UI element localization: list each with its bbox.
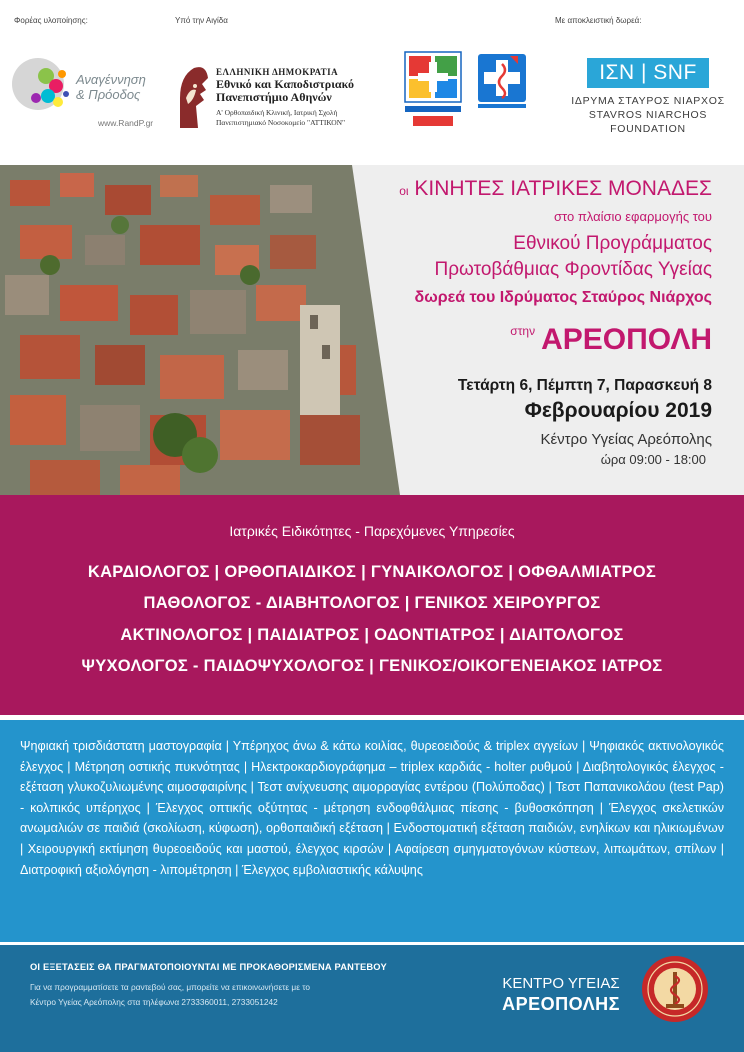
hero-line3: Εθνικού Προγράμματος (513, 233, 712, 254)
health-center-line2: ΑΡΕΟΠΟΛΗΣ (502, 994, 620, 1014)
randp-name-line1: Αναγέννηση (76, 72, 146, 87)
contact-line1: Για να προγραμματίσετε τα ραντεβού σας, μπορείτε να επικοινωνήσετε με το (30, 982, 310, 992)
contact-line2: Κέντρο Υγείας Αρεόπολης στα τηλέφωνα 2733360011, 2733051242 (30, 997, 278, 1007)
university-line1: ΕΛΛΗΝΙΚΗ ΔΗΜΟΚΡΑΤΙΑ (216, 67, 339, 77)
event-month: Φεβρουαρίου 2019 (524, 399, 712, 422)
health-center-line1: ΚΕΝΤΡΟ ΥΓΕΙΑΣ (502, 975, 620, 992)
hero-line2: στο πλαίσιο εφαρμογής του (554, 209, 712, 224)
sponsor-strip (0, 0, 744, 165)
randp-url: www.RandP.gr (98, 118, 154, 128)
event-days: Τετάρτη 6, Πέμπτη 7, Παρασκευή 8 (457, 377, 712, 394)
hero-title-text: ΚΙΝΗΤΕΣ ΙΑΤΡΙΚΕΣ ΜΟΝΑΔΕΣ (414, 177, 712, 200)
medical-cross-logo-icon (474, 50, 530, 110)
university-line4: Α' Ορθοπαιδική Κλινική, Ιατρική Σχολή (216, 108, 338, 117)
university-line3: Πανεπιστήμιο Αθηνών (216, 90, 332, 104)
specialties-title: Ιατρικές Ειδικότητες - Παρεχόμενες Υπηρεσίες (229, 523, 515, 539)
specialties-line: ΑΚΤΙΝΟΛΟΓΟΣ | ΠΑΙΔΙΑΤΡΟΣ | ΟΔΟΝΤΙΑΤΡΟΣ | ΔΙΑΙΤΟΛΟΓΟΣ (120, 626, 624, 644)
hero-section (0, 165, 744, 495)
event-hours: ώρα 09:00 - 18:00 (600, 452, 706, 467)
snf-logo: ΙΣΝ | SNF (587, 58, 709, 88)
hero-line4: Πρωτοβάθμιας Φροντίδας Υγείας (434, 259, 712, 280)
donation-caption: Με αποκλειστική δωρεά: (555, 16, 642, 25)
randp-name (76, 72, 146, 102)
university-logo (172, 58, 397, 148)
footer (0, 945, 744, 1052)
specialties-line: ΠΑΘΟΛΟΓΟΣ - ΔΙΑΒΗΤΟΛΟΓΟΣ | ΓΕΝΙΚΟΣ ΧΕΙΡΟΥΡΓΟΣ (143, 594, 601, 612)
hero-donation: δωρεά του Ιδρύματος Σταύρος Νιάρχος (414, 289, 712, 306)
services-section (0, 720, 744, 942)
auspices-caption: Υπό την Αιγίδα (175, 16, 228, 25)
polyclinic-logo-icon (403, 50, 463, 130)
randp-name-line2: & Πρόοδος (76, 87, 141, 102)
snf-line2: STAVROS NIARCHOS (588, 109, 708, 121)
services-text: Ψηφιακή τρισδιάστατη μαστογραφία | Υπέρηχος άνω & κάτω κοιλίας, θυρεοειδούς & triplex αγγείων | Ψηφιακός ακτινολογικός έλεγχος | Μέτρηση οστικής πυκνότητας | Ηλεκτροκαρδιογράφημα – triplex καρδιάς - holter ρυθμού | Διαβητολογικός έλεγχος - εξέταση γλυκοζυλιωμένης αιμοσφαιρίνης | Τεστ ανίχνευσης αιμορραγίας εντέρου (Πολύποδας) | Τεστ Παπανικολάου (test Pap) - κολπικός υπέρηχος | Έλεγχος οπτικής οξύτητας - μέτρηση ενδοφθάλμιας πίεσης - βυθοσκόπηση | Έλεγχος σκελετικών ανωμαλιών σε παιδιά (σκολίωση, κύφωση), ορθοπαιδική εξέταση | Ενδοστοματική εξέταση παιδιών, ενηλίκων και ηλικιωμένων | Χειρουργική εκτίμηση θυρεοειδούς και μαστού, έλεγχος κιρσών | Αφαίρεση σμηγματογόνων κύστεων, λιπωμάτων, σπίλων | Διατροφική αξιολόγηση - λιπομέτρηση | Έλεγχος εμβολιαστικής κάλυψης (20, 739, 724, 877)
contact-info (30, 980, 430, 1010)
hero-in-word: στην (510, 324, 536, 338)
specialties-line: ΚΑΡΔΙΟΛΟΓΟΣ | ΟΡΘΟΠΑΙΔΙΚΟΣ | ΓΥΝΑΙΚΟΛΟΓΟΣ | ΟΦΘΑΛΜΙΑΤΡΟΣ (87, 563, 657, 581)
appointment-notice: ΟΙ ΕΞΕΤΑΣΕΙΣ ΘΑ ΠΡΑΓΜΑΤΟΠΟΙΟΥΝΤΑΙ ΜΕ ΠΡΟΚΑΘΟΡΙΣΜΕΝΑ ΡΑΝΤΕΒΟΥ (30, 962, 387, 972)
university-line2: Εθνικό και Καποδιστριακό (216, 77, 354, 91)
hero-place-name: ΑΡΕΟΠΟΛΗ (541, 323, 712, 356)
event-venue: Κέντρο Υγείας Αρεόπολης (540, 431, 712, 448)
specialties-line: ΨΥΧΟΛΟΓΟΣ - ΠΑΙΔΟΨΥΧΟΛΟΓΟΣ | ΓΕΝΙΚΟΣ/ΟΙΚΟΓΕΝΕΙΑΚΟΣ ΙΑΤΡΟΣ (81, 657, 663, 675)
hero-title (399, 177, 712, 201)
athena-head-icon (172, 58, 212, 138)
university-clinic (216, 108, 345, 128)
specialties-section (0, 495, 744, 715)
health-center-seal-icon (640, 954, 710, 1024)
implementer-caption: Φορέας υλοποίησης: (14, 16, 88, 25)
snf-line3: FOUNDATION (610, 123, 686, 135)
hero-pre-title: οι (399, 184, 409, 198)
hero-place (510, 323, 712, 357)
snf-line1: ΙΔΡΥΜΑ ΣΤΑΥΡΟΣ ΝΙΑΡΧΟΣ (571, 95, 725, 107)
university-name (216, 78, 354, 104)
university-line5: Πανεπιστημιακό Νοσοκομείο "ΑΤΤΙΚΟΝ" (216, 118, 346, 127)
